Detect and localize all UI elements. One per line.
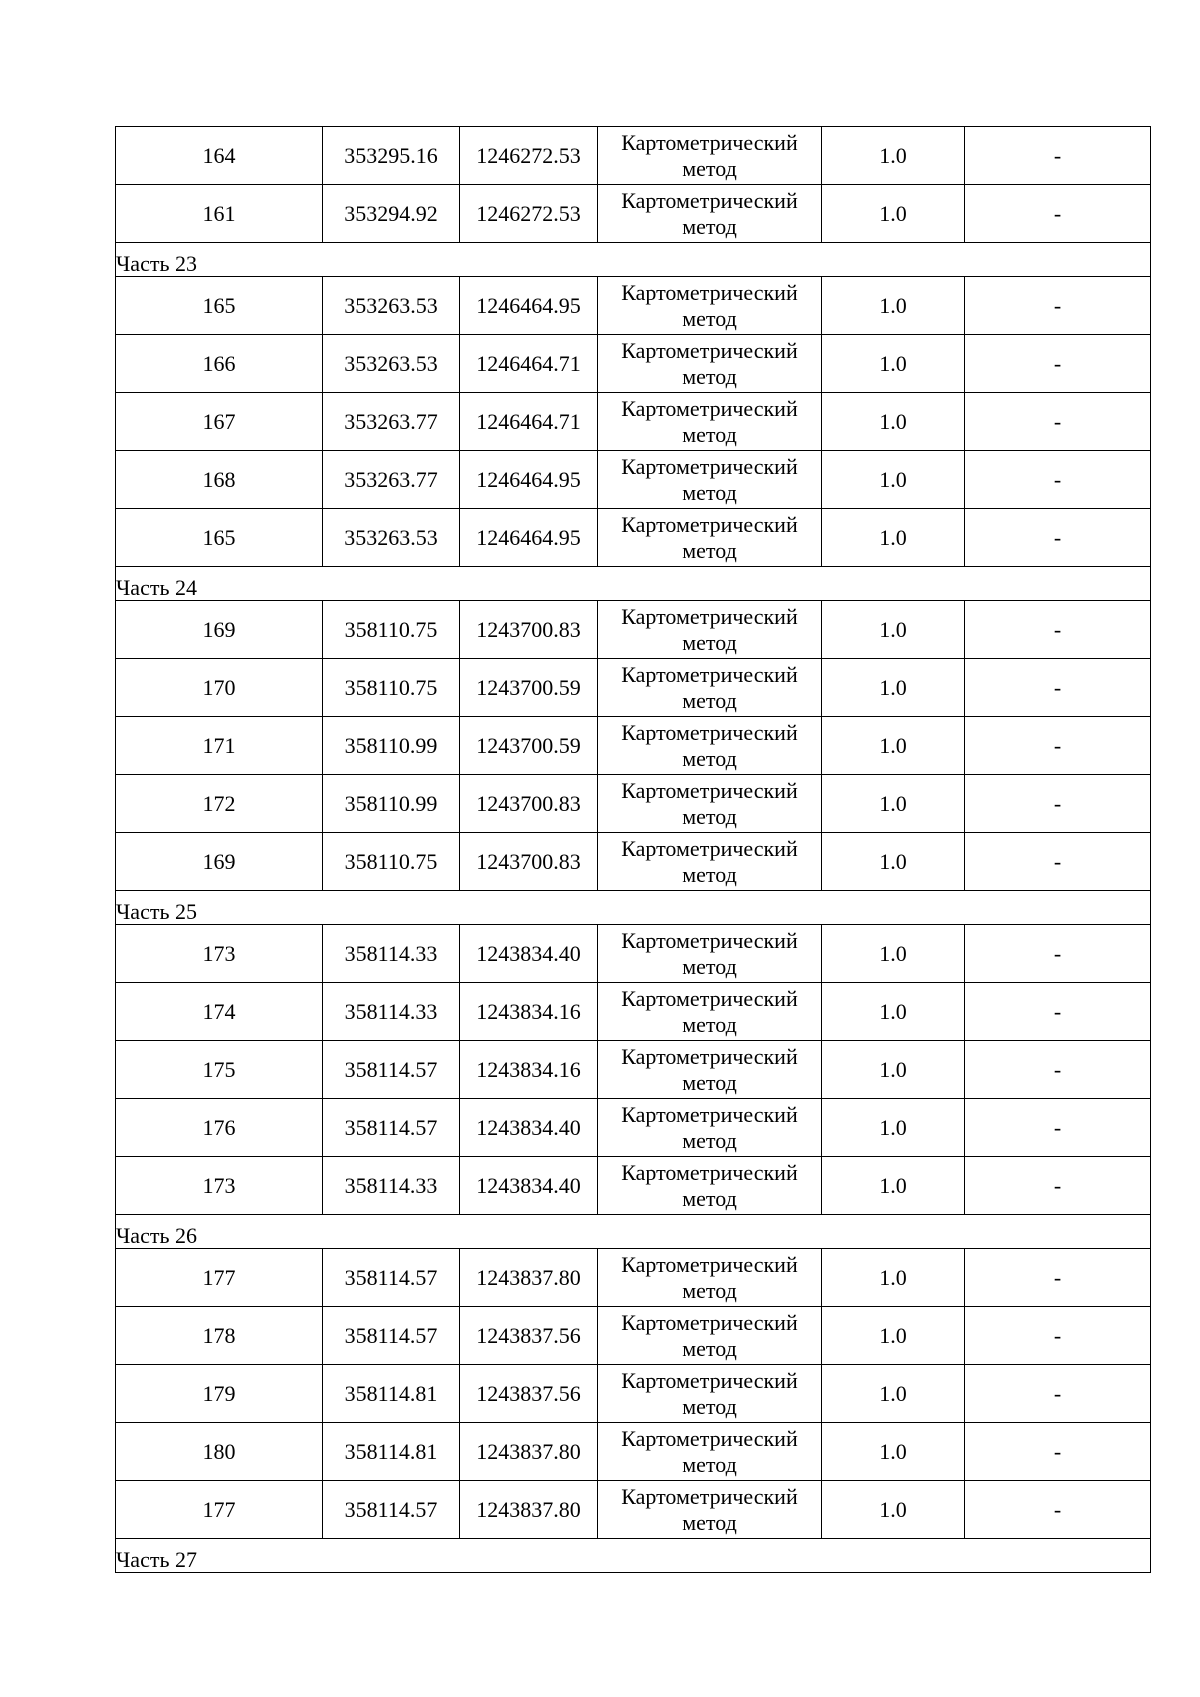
method-line-1: Картометрический	[621, 188, 798, 214]
method-line-2: метод	[682, 803, 737, 829]
y-coordinate-cell: 1246464.95	[460, 509, 598, 567]
note-cell: -	[965, 1307, 1151, 1365]
method-line-2: метод	[682, 479, 737, 505]
y-coordinate-cell: 1246464.95	[460, 277, 598, 335]
part-header-row	[116, 1215, 1151, 1249]
accuracy-cell: 1.0	[822, 1099, 965, 1157]
point-number-cell: 174	[116, 983, 323, 1041]
point-number-cell: 179	[116, 1365, 323, 1423]
note-cell: -	[965, 833, 1151, 891]
accuracy-cell: 1.0	[822, 335, 965, 393]
x-coordinate-cell: 358110.75	[323, 601, 460, 659]
x-coordinate-cell: 358114.57	[323, 1481, 460, 1539]
method-cell	[598, 451, 822, 509]
table-row	[116, 1365, 1151, 1423]
x-coordinate-cell: 358110.99	[323, 775, 460, 833]
method-line-1: Картометрический	[621, 396, 798, 422]
y-coordinate-cell: 1243700.83	[460, 833, 598, 891]
method-cell	[598, 833, 822, 891]
method-line-1: Картометрический	[621, 1484, 798, 1510]
point-number-cell: 173	[116, 925, 323, 983]
table-row	[116, 601, 1151, 659]
x-coordinate-cell: 353263.53	[323, 335, 460, 393]
method-line-1: Картометрический	[621, 662, 798, 688]
y-coordinate-cell: 1246272.53	[460, 185, 598, 243]
y-coordinate-cell: 1243837.80	[460, 1423, 598, 1481]
note-cell: -	[965, 1041, 1151, 1099]
method-line-1: Картометрический	[621, 454, 798, 480]
method-cell	[598, 1249, 822, 1307]
accuracy-cell: 1.0	[822, 393, 965, 451]
method-line-1: Картометрический	[621, 604, 798, 630]
note-cell: -	[965, 775, 1151, 833]
method-line-1: Картометрический	[621, 1426, 798, 1452]
accuracy-cell: 1.0	[822, 1249, 965, 1307]
method-line-1: Картометрический	[621, 512, 798, 538]
table-row	[116, 277, 1151, 335]
method-cell	[598, 1041, 822, 1099]
table-row	[116, 335, 1151, 393]
method-line-2: метод	[682, 953, 737, 979]
method-line-2: метод	[682, 155, 737, 181]
method-line-2: метод	[682, 1335, 737, 1361]
method-line-2: метод	[682, 1277, 737, 1303]
y-coordinate-cell: 1243700.59	[460, 659, 598, 717]
point-number-cell: 166	[116, 335, 323, 393]
accuracy-cell: 1.0	[822, 277, 965, 335]
method-line-2: метод	[682, 1451, 737, 1477]
part-header-row	[116, 243, 1151, 277]
method-line-2: метод	[682, 1011, 737, 1037]
method-line-2: метод	[682, 687, 737, 713]
method-line-2: метод	[682, 1185, 737, 1211]
point-number-cell: 171	[116, 717, 323, 775]
method-cell	[598, 1365, 822, 1423]
method-cell	[598, 277, 822, 335]
accuracy-cell: 1.0	[822, 775, 965, 833]
table-row	[116, 185, 1151, 243]
note-cell: -	[965, 335, 1151, 393]
table-row	[116, 393, 1151, 451]
accuracy-cell: 1.0	[822, 717, 965, 775]
x-coordinate-cell: 353263.53	[323, 509, 460, 567]
part-header-row	[116, 891, 1151, 925]
x-coordinate-cell: 353294.92	[323, 185, 460, 243]
y-coordinate-cell: 1246272.53	[460, 127, 598, 185]
x-coordinate-cell: 358114.57	[323, 1307, 460, 1365]
method-line-1: Картометрический	[621, 928, 798, 954]
part-label: Часть 24	[116, 567, 1151, 601]
accuracy-cell: 1.0	[822, 983, 965, 1041]
method-cell	[598, 1157, 822, 1215]
note-cell: -	[965, 509, 1151, 567]
note-cell: -	[965, 1481, 1151, 1539]
method-line-1: Картометрический	[621, 1310, 798, 1336]
y-coordinate-cell: 1243834.40	[460, 925, 598, 983]
note-cell: -	[965, 1365, 1151, 1423]
method-line-2: метод	[682, 1069, 737, 1095]
note-cell: -	[965, 451, 1151, 509]
table-row	[116, 1423, 1151, 1481]
accuracy-cell: 1.0	[822, 1041, 965, 1099]
method-cell	[598, 659, 822, 717]
table-row	[116, 451, 1151, 509]
y-coordinate-cell: 1243837.80	[460, 1249, 598, 1307]
accuracy-cell: 1.0	[822, 833, 965, 891]
method-cell	[598, 717, 822, 775]
method-cell	[598, 1099, 822, 1157]
note-cell: -	[965, 1157, 1151, 1215]
note-cell: -	[965, 925, 1151, 983]
point-number-cell: 180	[116, 1423, 323, 1481]
method-line-2: метод	[682, 629, 737, 655]
x-coordinate-cell: 358114.81	[323, 1365, 460, 1423]
y-coordinate-cell: 1243700.59	[460, 717, 598, 775]
method-line-2: метод	[682, 1509, 737, 1535]
part-header-row	[116, 567, 1151, 601]
part-label: Часть 27	[116, 1539, 1151, 1573]
y-coordinate-cell: 1243834.40	[460, 1157, 598, 1215]
accuracy-cell: 1.0	[822, 1423, 965, 1481]
table-row	[116, 1307, 1151, 1365]
x-coordinate-cell: 358110.99	[323, 717, 460, 775]
point-number-cell: 165	[116, 509, 323, 567]
x-coordinate-cell: 358114.33	[323, 1157, 460, 1215]
x-coordinate-cell: 358114.33	[323, 983, 460, 1041]
method-cell	[598, 1423, 822, 1481]
method-line-2: метод	[682, 213, 737, 239]
method-cell	[598, 335, 822, 393]
accuracy-cell: 1.0	[822, 1365, 965, 1423]
y-coordinate-cell: 1246464.71	[460, 393, 598, 451]
table-row	[116, 659, 1151, 717]
table-row	[116, 983, 1151, 1041]
x-coordinate-cell: 353263.77	[323, 451, 460, 509]
note-cell: -	[965, 659, 1151, 717]
method-cell	[598, 775, 822, 833]
point-number-cell: 177	[116, 1481, 323, 1539]
table-row	[116, 775, 1151, 833]
part-header-row	[116, 1539, 1151, 1573]
method-line-1: Картометрический	[621, 1044, 798, 1070]
point-number-cell: 172	[116, 775, 323, 833]
y-coordinate-cell: 1246464.95	[460, 451, 598, 509]
part-label: Часть 25	[116, 891, 1151, 925]
point-number-cell: 169	[116, 833, 323, 891]
y-coordinate-cell: 1243834.16	[460, 1041, 598, 1099]
x-coordinate-cell: 353263.77	[323, 393, 460, 451]
point-number-cell: 168	[116, 451, 323, 509]
point-number-cell: 173	[116, 1157, 323, 1215]
point-number-cell: 169	[116, 601, 323, 659]
accuracy-cell: 1.0	[822, 1157, 965, 1215]
coordinates-table-body	[116, 127, 1151, 1573]
table-row	[116, 833, 1151, 891]
method-cell	[598, 127, 822, 185]
x-coordinate-cell: 358114.57	[323, 1041, 460, 1099]
method-cell	[598, 983, 822, 1041]
accuracy-cell: 1.0	[822, 1481, 965, 1539]
table-row	[116, 1157, 1151, 1215]
x-coordinate-cell: 353263.53	[323, 277, 460, 335]
method-cell	[598, 393, 822, 451]
accuracy-cell: 1.0	[822, 925, 965, 983]
table-row	[116, 1041, 1151, 1099]
accuracy-cell: 1.0	[822, 185, 965, 243]
point-number-cell: 176	[116, 1099, 323, 1157]
method-line-1: Картометрический	[621, 280, 798, 306]
x-coordinate-cell: 358114.57	[323, 1099, 460, 1157]
part-label: Часть 23	[116, 243, 1151, 277]
point-number-cell: 165	[116, 277, 323, 335]
table-row	[116, 1481, 1151, 1539]
table-row	[116, 1099, 1151, 1157]
method-line-1: Картометрический	[621, 986, 798, 1012]
x-coordinate-cell: 358110.75	[323, 659, 460, 717]
accuracy-cell: 1.0	[822, 1307, 965, 1365]
method-cell	[598, 185, 822, 243]
method-line-1: Картометрический	[621, 720, 798, 746]
method-line-1: Картометрический	[621, 1102, 798, 1128]
y-coordinate-cell: 1243700.83	[460, 775, 598, 833]
method-cell	[598, 925, 822, 983]
point-number-cell: 170	[116, 659, 323, 717]
note-cell: -	[965, 127, 1151, 185]
point-number-cell: 167	[116, 393, 323, 451]
point-number-cell: 177	[116, 1249, 323, 1307]
method-line-1: Картометрический	[621, 338, 798, 364]
table-row	[116, 925, 1151, 983]
method-line-1: Картометрический	[621, 1368, 798, 1394]
point-number-cell: 161	[116, 185, 323, 243]
method-line-2: метод	[682, 1127, 737, 1153]
x-coordinate-cell: 358114.57	[323, 1249, 460, 1307]
method-line-1: Картометрический	[621, 1252, 798, 1278]
y-coordinate-cell: 1243837.80	[460, 1481, 598, 1539]
method-line-2: метод	[682, 305, 737, 331]
note-cell: -	[965, 1249, 1151, 1307]
y-coordinate-cell: 1243834.16	[460, 983, 598, 1041]
point-number-cell: 175	[116, 1041, 323, 1099]
note-cell: -	[965, 1099, 1151, 1157]
method-line-1: Картометрический	[621, 778, 798, 804]
method-line-2: метод	[682, 861, 737, 887]
table-row	[116, 509, 1151, 567]
method-line-2: метод	[682, 421, 737, 447]
table-row	[116, 1249, 1151, 1307]
point-number-cell: 164	[116, 127, 323, 185]
method-line-2: метод	[682, 537, 737, 563]
accuracy-cell: 1.0	[822, 601, 965, 659]
method-cell	[598, 601, 822, 659]
method-line-1: Картометрический	[621, 836, 798, 862]
note-cell: -	[965, 601, 1151, 659]
method-line-2: метод	[682, 745, 737, 771]
x-coordinate-cell: 358114.33	[323, 925, 460, 983]
method-line-1: Картометрический	[621, 1160, 798, 1186]
method-line-1: Картометрический	[621, 130, 798, 156]
table-row	[116, 717, 1151, 775]
method-cell	[598, 509, 822, 567]
accuracy-cell: 1.0	[822, 659, 965, 717]
method-line-2: метод	[682, 1393, 737, 1419]
table-row	[116, 127, 1151, 185]
note-cell: -	[965, 717, 1151, 775]
note-cell: -	[965, 1423, 1151, 1481]
y-coordinate-cell: 1243700.83	[460, 601, 598, 659]
y-coordinate-cell: 1246464.71	[460, 335, 598, 393]
x-coordinate-cell: 358114.81	[323, 1423, 460, 1481]
accuracy-cell: 1.0	[822, 509, 965, 567]
accuracy-cell: 1.0	[822, 451, 965, 509]
method-line-2: метод	[682, 363, 737, 389]
note-cell: -	[965, 277, 1151, 335]
y-coordinate-cell: 1243837.56	[460, 1365, 598, 1423]
coordinates-table	[115, 126, 1151, 1573]
note-cell: -	[965, 185, 1151, 243]
accuracy-cell: 1.0	[822, 127, 965, 185]
part-label: Часть 26	[116, 1215, 1151, 1249]
x-coordinate-cell: 358110.75	[323, 833, 460, 891]
point-number-cell: 178	[116, 1307, 323, 1365]
method-cell	[598, 1481, 822, 1539]
x-coordinate-cell: 353295.16	[323, 127, 460, 185]
note-cell: -	[965, 983, 1151, 1041]
y-coordinate-cell: 1243834.40	[460, 1099, 598, 1157]
note-cell: -	[965, 393, 1151, 451]
y-coordinate-cell: 1243837.56	[460, 1307, 598, 1365]
method-cell	[598, 1307, 822, 1365]
